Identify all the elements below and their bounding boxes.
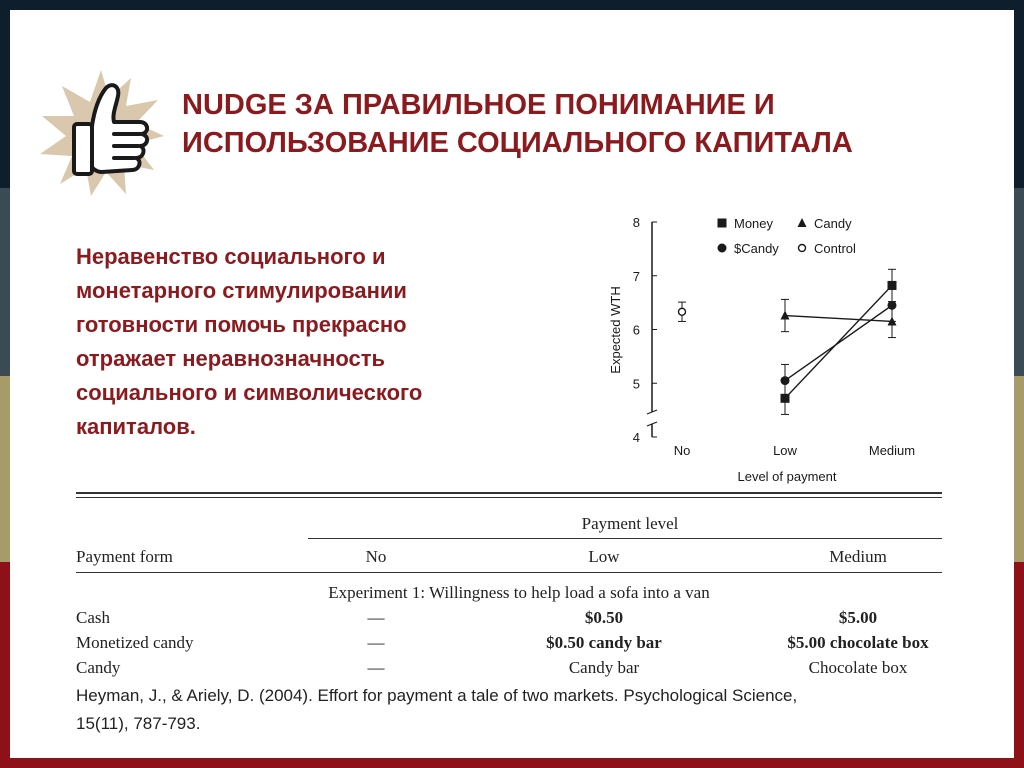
y-tick-label: 6: [632, 322, 640, 338]
header-medium: Medium: [829, 547, 887, 566]
row-medium: Chocolate box: [808, 658, 908, 677]
slide-title: [182, 86, 1002, 162]
legend-marker: [799, 245, 806, 252]
row-low: $0.50: [584, 608, 624, 627]
y-tick-label: 4: [632, 430, 640, 445]
citation-line-1: Heyman, J., & Ariely, D. (2004). Effort for payment a tale of two markets. Psychological Science,: [76, 686, 798, 705]
group-header-rule: [308, 538, 942, 539]
row-medium: $5.00 chocolate box: [787, 633, 929, 652]
row-low: Candy bar: [568, 658, 640, 677]
legend-label: Money: [734, 216, 774, 231]
header-no: No: [365, 547, 387, 566]
body-line: монетарного стимулировании: [76, 278, 407, 303]
chart-marks: [678, 269, 897, 414]
group-header: Payment level: [581, 514, 679, 533]
body-paragraph: [76, 240, 556, 444]
x-tick-label: Medium: [868, 443, 916, 458]
body-line: отражает неравнозначность: [76, 346, 386, 371]
title-line-2: ИСПОЛЬЗОВАНИЕ СОЦИАЛЬНОГО КАПИТАЛА: [182, 127, 853, 159]
data-point: [888, 281, 897, 290]
header-payment-form: Payment form: [76, 547, 173, 566]
table-top-rule-thin: [76, 497, 942, 498]
legend-marker: [718, 219, 727, 228]
row-form: Candy: [76, 658, 121, 677]
header-rule: [76, 572, 942, 573]
data-point: [888, 301, 897, 310]
row-no: —: [367, 658, 385, 677]
slide: [10, 10, 1014, 758]
row-no: —: [367, 633, 385, 652]
y-tick-label: 5: [632, 376, 640, 392]
payment-chart: [592, 202, 932, 492]
y-tick-label: 7: [632, 268, 640, 284]
thumbs-up-icon: [36, 68, 166, 198]
table-top-rule: [76, 492, 942, 494]
payment-table: [76, 488, 942, 678]
x-tick-label: No: [673, 443, 691, 458]
thumb-hand: [74, 85, 147, 174]
title-line-1: NUDGE ЗА ПРАВИЛЬНОЕ ПОНИМАНИЕ И: [182, 89, 775, 121]
y-axis-label: Expected WTH: [608, 286, 623, 374]
body-line: социального и символического: [76, 380, 423, 405]
data-point: [679, 308, 686, 315]
x-tick-label: Low: [773, 443, 797, 458]
legend-label: Candy: [814, 216, 852, 231]
legend-marker: [798, 218, 807, 227]
citation-line-2: 15(11), 787-793.: [76, 714, 201, 733]
row-form: Cash: [76, 608, 110, 627]
series-line: [785, 285, 892, 398]
citation: [76, 682, 976, 738]
legend-label: Control: [814, 241, 856, 256]
data-point: [781, 376, 790, 385]
header-low: Low: [588, 547, 620, 566]
experiment-label: Experiment 1: Willingness to help load a sofa into a van: [328, 583, 710, 602]
body-line: капиталов.: [76, 414, 196, 439]
chart-legend: [718, 216, 857, 256]
legend-label: $Candy: [734, 241, 779, 256]
y-tick-label: 8: [632, 215, 640, 230]
legend-marker: [718, 244, 727, 253]
row-low: $0.50 candy bar: [546, 633, 662, 652]
body-line: готовности помочь прекрасно: [76, 312, 407, 337]
x-axis-label: Level of payment: [737, 469, 837, 484]
row-medium: $5.00: [838, 608, 878, 627]
row-form: Monetized candy: [76, 633, 194, 652]
body-line: Неравенство социального и: [76, 244, 386, 269]
row-no: —: [367, 608, 385, 627]
